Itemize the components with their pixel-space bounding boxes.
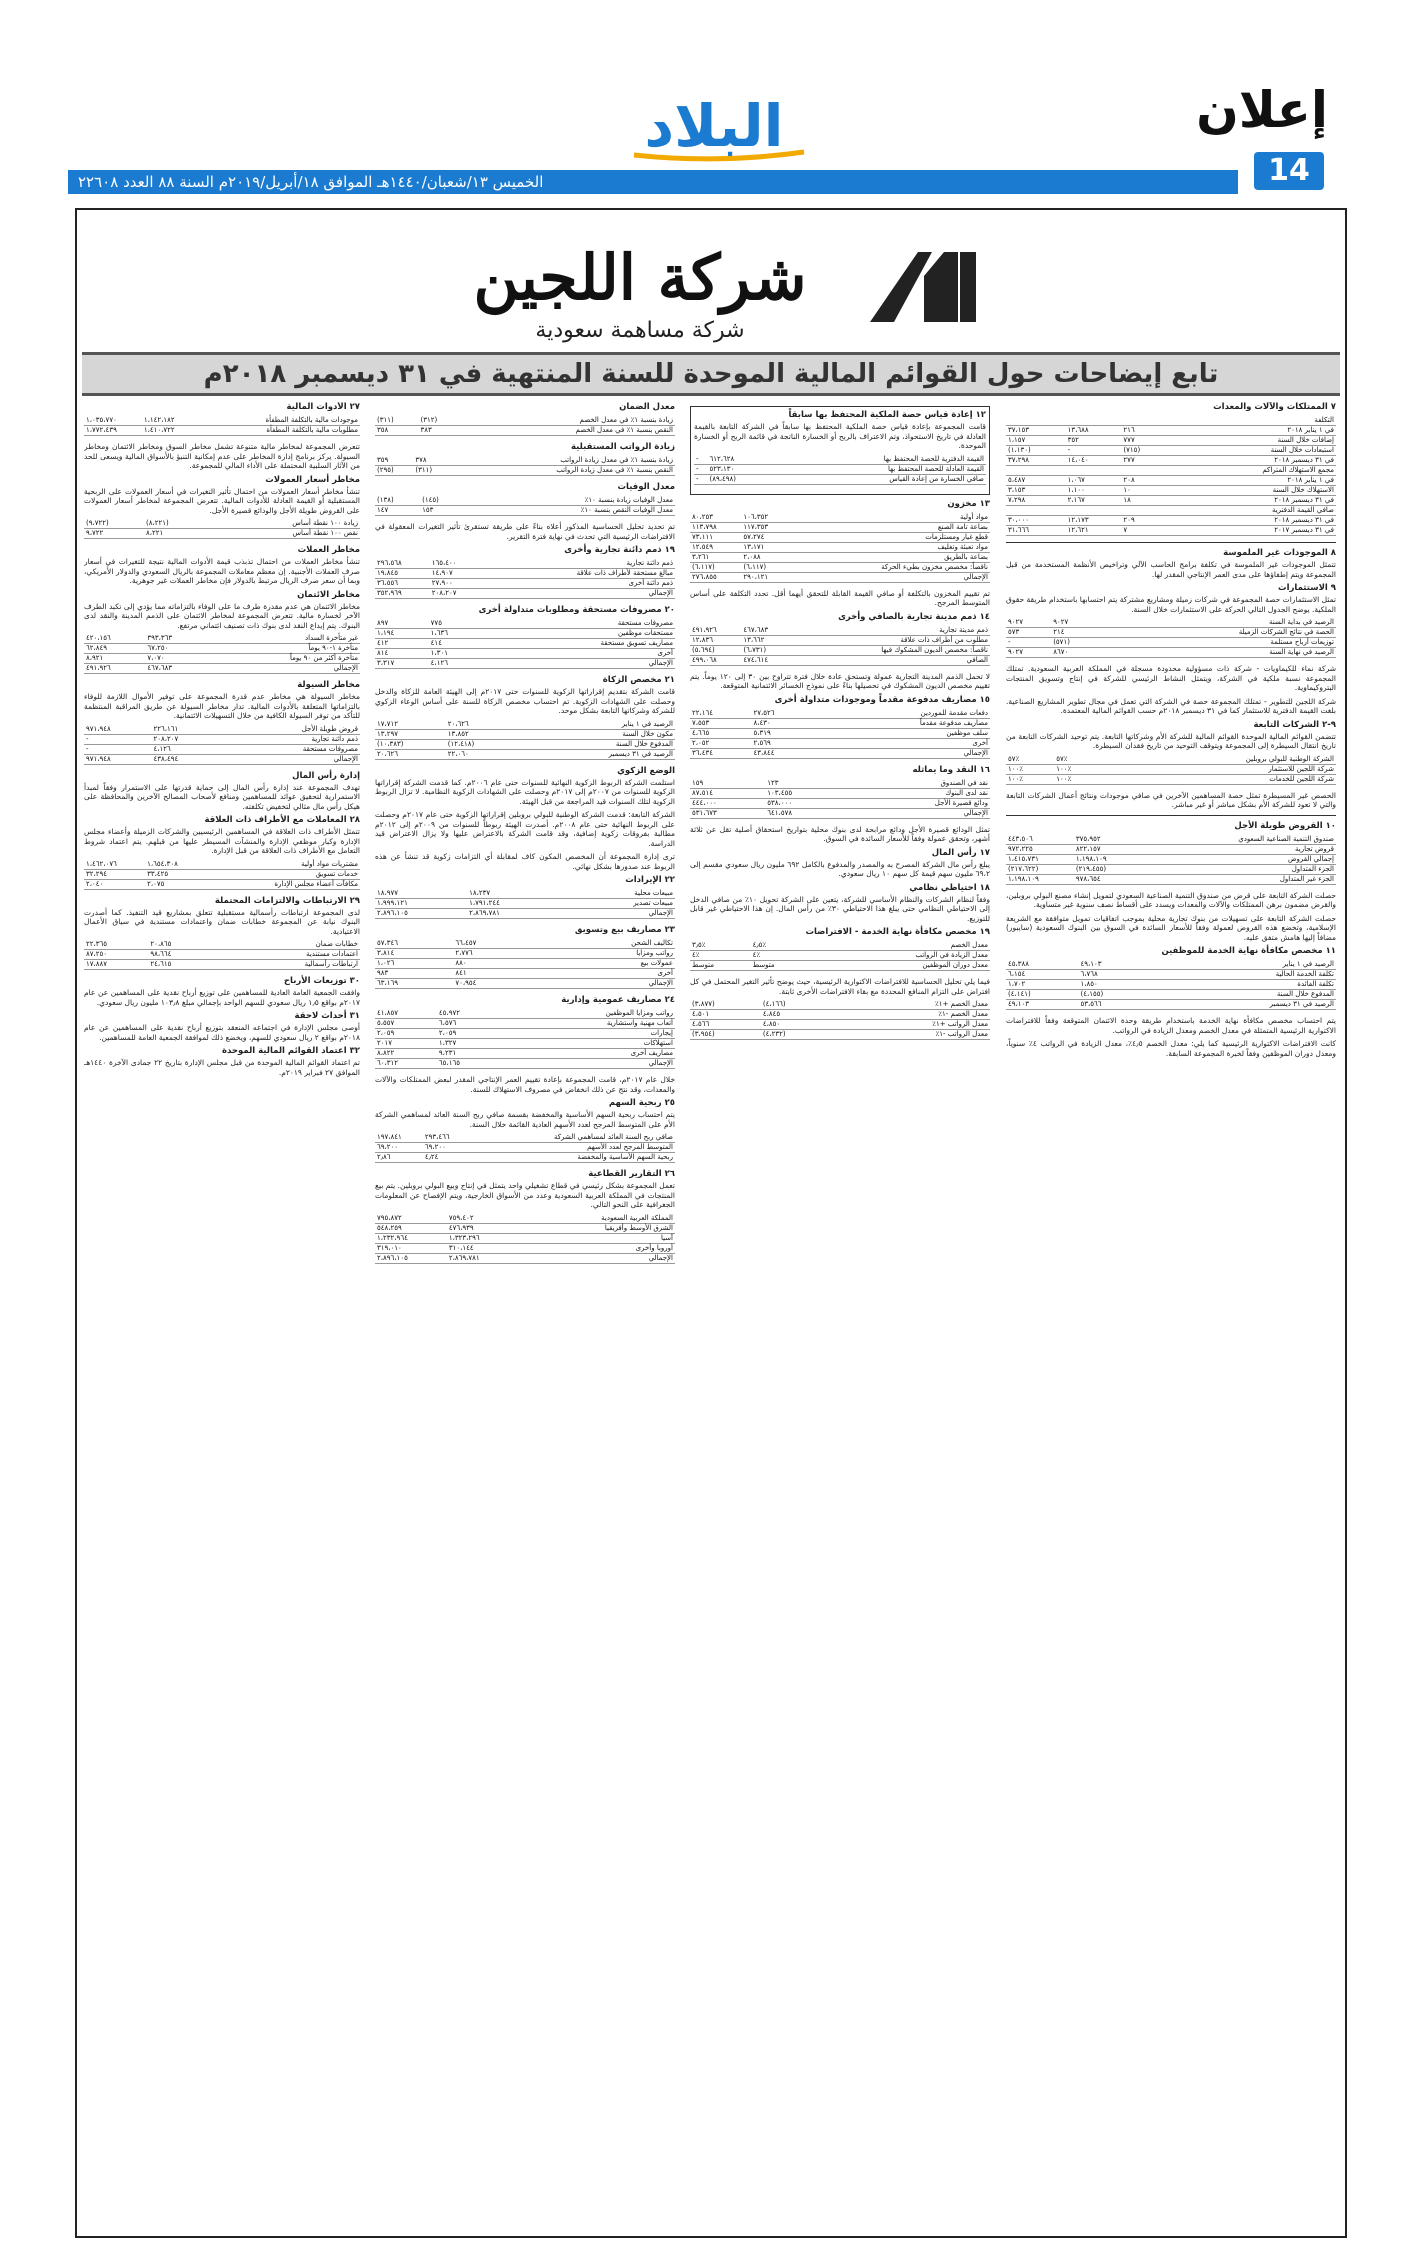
table-row: ٤،٥٦٦ ٤،٨٥٠ معدل الرواتب +١٪: [692, 1020, 988, 1028]
salary-table: [375, 456, 675, 476]
revenue-table: [375, 889, 675, 919]
statement-title: تابع إيضاحات حول القوائم المالية الموحدة للسنة المنتهية في ٣١ ديسمبر ٢٠١٨م: [203, 359, 1219, 389]
table-row: ١،٠٢٦ ٨٨٠ عمولات بيع: [377, 959, 673, 967]
table-row: ٢،٨٩٦،١٠٥ ٢،٨٦٩،٧٨١ الإجمالي: [377, 909, 673, 917]
note-heading: ٢٠ مصروفات مستحقة ومطلوبات متداولة أخرى: [478, 605, 675, 615]
table-row: - ٢٠٨،٢٠٧ ذمم دائنة تجارية: [86, 734, 358, 743]
note-liquidity-risk: [84, 680, 360, 721]
note-loans: [1006, 821, 1336, 831]
note-text: تنشأ مخاطر أسعار العمولات من احتمال تأثير التغيرات في أسعار العمولات على الربحية المستقبلية أو القيمة العادلة للأدوات المالية. تتعرض المجموعة لمخاطر أسعار العمولات على القروض طويلة الأجل والودائع قصيرة الأجل.: [84, 486, 360, 515]
column-2: [690, 402, 990, 2232]
company-name: شركة اللجين: [473, 241, 807, 314]
note-heading: ٩-٢ الشركات التابعة: [1253, 719, 1336, 730]
cash-table: [690, 779, 990, 819]
note-heading: ١٥ مصاريف مدفوعة مقدماً وموجودات متداولة أخرى: [774, 694, 990, 705]
table-row: ١،٧٧٢،٤٣٩ ١،٤١٠،٧٢٢ مطلوبات مالية بالتكلفة المطفأة: [86, 426, 358, 434]
note-text: تتعرض المجموعة لمخاطر مالية متنوعة تشمل مخاطر السوق ومخاطر الائتمان ومخاطر السيولة. يركز برنامج إدارة المخاطر على عدم إمكانية التنبؤ بالأسواق المالية ويسعى للحد من الآثار السلبية المحتملة على الأداء المالي للمجموعة.: [84, 442, 360, 470]
note-heading: ٣٢ اعتماد القوائم المالية الموحدة: [222, 1046, 360, 1056]
table-row: ٤١٢ ٤١٤ مصاريف تسويق مستحقة: [377, 639, 673, 647]
table-row: ٢،٠٥٢ ٢،٥٦٩ أخرى: [692, 738, 988, 747]
table-row: ٤٪ ٤٪ معدل الزيادة في الرواتب: [692, 951, 988, 959]
table-row: ١١٣،٧٩٨ ١١٧،٣٥٣ بضاعة تامة الصنع: [692, 522, 988, 531]
interest-risk-table: [84, 519, 360, 539]
table-row: ١،٧٠٢ ١،٨٥٠ تكلفة الفائدة: [1008, 980, 1334, 988]
table-row: ١٤٧ ١٥٣ معدل الوفيات النقص بنسبة ١٠٪: [377, 506, 673, 514]
note-heading: ٢٢ الإيرادات: [625, 875, 675, 885]
note-heading: ٢٤ مصاريف عمومية وإدارية: [561, 995, 675, 1005]
table-row: ٢٢،١٦٤ ٢٧،٥٢٦ دفعات مقدمة للموردين: [692, 708, 988, 717]
note-discount: [375, 402, 675, 412]
table-row: ٣،١٥٣ ١،١٠٠ ١٠ الاستهلاك خلال السنة: [1008, 486, 1334, 494]
table-row: ١٨،٩٧٧ ١٨،٢٣٧ مبيعات محلية: [377, 889, 673, 897]
table-row: ٦٩،٢٠٠ ٦٩،٢٠٠ المتوسط المرجح لعدد الأسهم: [377, 1143, 673, 1151]
table-row: ٧٣،١١١ ٥٧،٢٧٤ قطع غيار ومستلزمات: [692, 532, 988, 541]
table-row: ٣٧،١٥٣ ١٣،٦٨٨ ٢١٦ في ١ يناير ٢٠١٨: [1008, 426, 1334, 434]
mortality-table: [375, 496, 675, 516]
table-row: ٣،٣١٧ ٤،١٢٦ الإجمالي: [377, 659, 673, 667]
logo-underline-icon: [624, 148, 814, 162]
table-row: ٤٩١،٩٢٦ ٤٦٧،٦٨٣ الإجمالي: [86, 664, 358, 672]
column-3: [375, 402, 675, 2232]
note-text: تمثل الودائع قصيرة الأجل ودائع مرابحة لدى بنوك محلية بتواريخ استحقاق أصلية تقل عن ثلاثة أشهر، وتحقق عمولة وفقاً للأسعار السائدة في السوق.: [690, 824, 990, 843]
note-credit-risk: [84, 590, 360, 631]
note-heading: معدل الضمان: [619, 402, 675, 412]
eosb-table: [1006, 960, 1336, 1010]
note-heading: ١٠ القروض طويلة الأجل: [1234, 820, 1336, 831]
note-text: حصلت الشركة التابعة على تسهيلات من بنوك تجارية محلية بموجب اتفاقيات تمويل متوافقة مع الشريعة الإسلامية، وتخضع هذه القروض لعمولة وفقاً للأسعار السائدة في السوق بين البنوك السعودية (سايبور) مضافاً إليها هامش متفق عليه.: [1006, 913, 1336, 942]
table-row: ٥٧،٣٤٦ ٦٦،٤٥٧ تكاليف الشحن: [377, 939, 673, 947]
note-approval: [84, 1046, 360, 1077]
table-row: ٢٧٦،٨٥٥ ٢٩٠،١٢١ الإجمالي: [692, 572, 988, 581]
note-revenue: [375, 875, 675, 885]
note-cash: [690, 765, 990, 775]
table-row: ٣٠،٠٠٠ ١٢،١٧٣ ٢٠٩ في ٣١ ديسمبر ٢٠١٨: [1008, 516, 1334, 524]
table-row: - (٨٩،٤٩٨) صافي الخسارة من إعادة القياس: [696, 474, 984, 483]
note-text: تمثل الاستثمارات حصة المجموعة في شركات زميلة ومشاريع مشتركة يتم احتسابها باستخدام طريقة حقوق الملكية. يوضح الجدول التالي الحركة على الاستثمارات خلال السنة.: [1006, 595, 1336, 614]
table-row: ٢٩٦،٥٦٨ ١٦٥،٤٠٠ ذمم دائنة تجارية: [377, 559, 673, 567]
table-row: ٤،٦٦٥ ٥،٣١٩ سلف موظفين: [692, 728, 988, 737]
table-row: ٨١٤ ١،٣٠١ أخرى: [377, 649, 673, 657]
note-heading: مخاطر العملات: [297, 545, 360, 555]
note-heading: ٧ الممتلكات والآلات والمعدات: [1213, 402, 1336, 412]
table-row: (٣١١) (٣١٢) زيادة بنسبة ١٪ في معدل الخصم: [377, 416, 673, 424]
table-row: ٩٠٢٧ ٨٦٧٠ الرصيد في نهاية السنة: [1008, 648, 1334, 656]
note-text: شركة نماء للكيماويات - شركة ذات مسؤولية محدودة مسجلة في المملكة العربية السعودية. تمتلك المجموعة نسبة ملكية في الشركة، ويتمثل النشاط الرئيسي للشركة في إنتاج وتسويق المنتجات البتروكيماوية.: [1006, 664, 1336, 692]
ga-table: [375, 1009, 675, 1069]
note-reserve: [690, 883, 990, 924]
note-heading: ٢٧ الأدوات المالية: [286, 402, 360, 412]
table-row: ٣٫٥٪ ٤٫٥٪ معدل الخصم: [692, 941, 988, 949]
note-text: قامت المجموعة بإعادة قياس حصة الملكية المحتفظ بها سابقاً في الشركة التابعة بالقيمة العادلة في تاريخ الاستحواذ، وتم الاعتراف بالربح أو الخسارة الناتجة في قائمة الربح أو الخسارة الموحدة.: [694, 422, 986, 450]
table-row: ٣٥٨ ٣٨٣ النقص بنسبة ١٪ في معدل الخصم: [377, 426, 673, 434]
note-text: يبلغ رأس مال الشركة المصرح به والمصدر والمدفوع بالكامل ٦٩٢ مليون ريال سعودي مقسم إلى ٦٩،٢ مليون سهم قيمة كل سهم ١٠ ريال سعودي.: [690, 859, 990, 878]
note-text: ترى إدارة المجموعة أن المخصص المكون كاف لمقابلة أي التزامات زكوية قد تنشأ عن هذه الربوط عند صدورها بشكل نهائي.: [375, 852, 675, 871]
table-row: - ٦١٢،٦٢٨ القيمة الدفترية للحصة المحتفظ بها: [696, 454, 984, 463]
table-row: ١٢،٨٣٦ ١٣،٦٦٢ مطلوب من أطراف ذات علاقة: [692, 635, 988, 644]
note-text: الحصص غير المسيطرة تمثل حصة المساهمين الآخرين في صافي موجودات ونتائج أعمال الشركات التابعة والتي لا تعود للشركة الأم بشكل مباشر أو غير مباشر.: [1006, 790, 1336, 809]
table-row: ٢٠،٦٢٦ ٢٢،٠٦٠ الرصيد في ٣١ ديسمبر: [377, 749, 673, 758]
company-logo-icon: [860, 246, 980, 326]
prepayments-table: [690, 709, 990, 759]
table-row: ١٠٠٪ ١٠٠٪ شركة اللجين للاستثمار: [1008, 764, 1334, 773]
table-row: ٢،٠٥٩ ٢،٠٥٩ إيجارات: [377, 1029, 673, 1037]
note-text: تم تقييم المخزون بالتكلفة أو صافي القيمة القابلة للتحقق أيهما أقل. تحدد التكلفة على أساس المتوسط المرجح.: [690, 588, 990, 607]
note-related-parties: [84, 815, 360, 856]
table-row: ٨٧،٢٥٠ ٩٨،٦٦٤ اعتمادات مستندية: [86, 950, 358, 958]
newspaper-logo: البلاد: [644, 92, 784, 160]
table-row: ٤٩١،٩٢٦ ٤٦٧،٦٨٣ ذمم مدينة تجارية: [692, 625, 988, 634]
table-row: ١٧،٨٨٧ ٢٤،٦١٥ ارتباطات رأسمالية: [86, 960, 358, 968]
table-row: ٣٥٩ ٣٧٨ زيادة بنسبة ١٪ في معدل زيادة الرواتب: [377, 456, 673, 464]
inventory-table: [690, 513, 990, 583]
statement-banner: [82, 352, 1340, 396]
note-text: حصلت الشركة التابعة على قرض من صندوق التنمية الصناعية السعودي لتمويل إنشاء مصنع البولي بروبلين، والقرض مضمون برهن الممتلكات والآلات والمعدات ويسدد على أقساط نصف سنوية غير متساوية.: [1006, 890, 1336, 909]
table-row: (٢١٧،٦٢٢) (٢١٩،٤٥٥) الجزء المتداول: [1008, 864, 1334, 873]
table-row: (٦،١١٧) (٦،١١٧) ناقصاً: مخصص مخزون بطيء الحركة: [692, 562, 988, 571]
table-row: ٦٠،٣١٢ ٦٥،١٦٥ الإجمالي: [377, 1059, 673, 1067]
divider: [1006, 542, 1336, 543]
table-row: التكلفة: [1006, 416, 1336, 426]
note-heading: ٩ الاستثمارات: [1278, 583, 1336, 593]
table-row: (٣،٨٧٧) (٤،١٦٦) معدل الخصم +١٪: [692, 1000, 988, 1008]
table-row: ١،٤١٥،٧٣١ ١،١٩٨،١٠٩ إجمالي القروض: [1008, 854, 1334, 863]
note-text: يتم احتساب مخصص مكافأة نهاية الخدمة باستخدام طريقة وحدة الائتمان المتوقعة وفقاً للافتراضات الاكتوارية الرئيسية المتمثلة في معدل الخصم ومعدل الزيادة في الرواتب.: [1006, 1016, 1336, 1035]
table-row: (٥،٦٩٤) (٦،٧٣١) ناقصاً: مخصص الديون المشكوك فيها: [692, 645, 988, 654]
table-row: ٨٧،٥١٤ ١٠٣،٤٥٥ نقد لدى البنوك: [692, 788, 988, 797]
note-heading: ١٩ ذمم دائنة تجارية وأخرى: [564, 545, 675, 555]
investments-table: [1006, 618, 1336, 658]
column-1: [1006, 402, 1336, 2232]
note-commitments: [84, 896, 360, 937]
table-row: ١،٩٩٩،١٢١ ١،٧٩١،٢٤٤ مبيعات تصدير: [377, 899, 673, 907]
note-accruals: [375, 605, 675, 615]
note-heading: ٢١ مخصص الزكاة: [602, 675, 675, 685]
table-row: ٣،٨١٤ ٢،٧٧٦ رواتب ومزايا: [377, 949, 673, 957]
note-heading: زيادة الرواتب المستقبلية: [571, 442, 675, 452]
note-heading: ١٦ النقد وما يماثله: [912, 764, 990, 775]
note-prepayments: [690, 695, 990, 705]
note-heading: ١٤ ذمم مدينة تجارية بالصافي وأخرى: [838, 611, 990, 622]
note-heading: ١٢ إعادة قياس حصة الملكية المحتفظ بها سابقاً: [788, 410, 986, 420]
note-text: شركة اللجين للتطوير - تمتلك المجموعة حصة في الشركة التي تعمل في مجال تطوير المشاريع الصناعية. بلغت القيمة الدفترية للاستثمار كما في ٣١ ديسمبر ٢٠١٨م حسب القوائم المالية المعتمدة.: [1006, 696, 1336, 715]
note-interest-risk: [84, 475, 360, 516]
dateline-text: الخميس ١٣/شعبان/١٤٤٠هـ الموافق ١٨/أبريل/٢٠١٩م السنة ٨٨ العدد ٢٢٦٠٨: [78, 173, 544, 191]
note-ppe: [1006, 402, 1336, 412]
note-text: يتم احتساب ربحية السهم الأساسية والمخفضة بقسمة صافي ربح السنة العائد لمساهمي الشركة الأم على المتوسط المرجح لعدد الأسهم العادية القائمة خلال السنة.: [375, 1110, 675, 1129]
note-text: استلمت الشركة الربوط الزكوية النهائية للسنوات حتى عام ٢٠٠٦م. كما قدمت الشركة إقراراتها الزكوية للسنوات من ٢٠٠٧م إلى ٢٠١٧م وحصلت على الشهادات الزكوية النظامية. لا تزال الربوط الزكوية لتلك السنوات قيد المراجعة من قبل الهيئة.: [375, 777, 675, 806]
note-heading: ٢٨ المعاملات مع الأطراف ذات العلاقة: [204, 815, 360, 825]
table-row: (٤،١٤١) (٤،١٥٥) المدفوع خلال السنة: [1008, 990, 1334, 998]
note-text: لا تحمل الذمم المدينة التجارية عمولة وتستحق عادة خلال فترة تتراوح بين ٣٠ إلى ١٢٠ يوماً. يتم تقييم مخصص الديون المشكوك في تحصيلها بناءً على نموذج الخسائر الائتمانية المتوقعة.: [690, 671, 990, 690]
ppe-table: [1006, 416, 1336, 536]
note-text: أوصى مجلس الإدارة في اجتماعه المنعقد بتوزيع أرباح نقدية على المساهمين عن عام ٢٠١٨م بواقع ٢ ريال سعودي للسهم، ويخضع ذلك لموافقة الجمعية العامة للمساهمين.: [84, 1023, 360, 1042]
note-heading: معدل الوفيات: [617, 482, 675, 492]
table-row: ٨٠،٢٥٣ ١٠٦،٣٥٢ مواد أولية: [692, 512, 988, 521]
table-row: ٥،٥٥٧ ٦،٥٧٦ أتعاب مهنية واستشارية: [377, 1019, 673, 1027]
table-row: (١٣٨) (١٤٥) معدل الوفيات زيادة بنسبة ١٠٪: [377, 496, 673, 504]
table-row: (٣،٩٥٤) (٤،٢٣٢) معدل الرواتب -١٪: [692, 1030, 988, 1038]
table-row: (١،١٣٠) - (٧١٥) استبعادات خلال السنة: [1008, 446, 1334, 454]
note-payables: [375, 545, 675, 555]
note-dividends: [84, 976, 360, 1007]
segments-table: [375, 1214, 675, 1264]
note-heading: ٢٩ الارتباطات والالتزامات المحتملة: [214, 895, 360, 906]
payables-table: [375, 559, 675, 599]
table-row: ٨،٩٢١ ٧،٠٧٠ متأخرة أكثر من ٩٠ يوماً: [86, 654, 358, 662]
note-text: تم تحديد تحليل الحساسية المذكور أعلاه بناءً على طريقة تستقرئ تأثير التغيرات المعقولة في الافتراضات الرئيسية التي تحدث في نهاية فترة التقرير.: [375, 522, 675, 541]
sensitivity-table: [690, 1000, 990, 1040]
table-row: ٣٥٢،٩٦٩ ٢٠٨،٢٠٧ الإجمالي: [377, 589, 673, 597]
note-text: قامت الشركة بتقديم إقراراتها الزكوية للسنوات حتى ٢٠١٧م إلى الهيئة العامة للزكاة والدخل وحصلت على الشهادات الزكوية. تم احتساب مخصص الزكاة للسنة على أساس الوعاء الزكوي للشركة وشركاتها التابعة بشكل موحد.: [375, 687, 675, 715]
commitments-table: [84, 940, 360, 970]
note-heading: مخاطر الائتمان: [297, 589, 360, 600]
table-row: صافي القيمة الدفترية: [1006, 506, 1336, 516]
company-subtitle: شركة مساهمة سعودية: [535, 318, 745, 343]
table-row: ٦٢،٨٤٩ ٦٧،٢٥٠ متأخرة ١-٩٠ يوماً: [86, 644, 358, 652]
table-row: ١،٢٣٢،٩٦٤ ١،٣٢٣،٢٩٦ آسيا: [377, 1233, 673, 1242]
note-text: تتضمن القوائم المالية الموحدة القوائم المالية للشركة الأم وشركاتها التابعة. يتم توحيد الشركات التابعة من تاريخ انتقال السيطرة إلى المجموعة ويتوقف التوحيد من تاريخ فقدان السيطرة.: [1006, 731, 1336, 750]
table-row: ١٩٧،٨٤١ ٢٩٣،٤٦٦ صافي ربح السنة العائد لمساهمي الشركة: [377, 1133, 673, 1141]
table-row: ٥،٤٨٧ ١،٠٦٧ ٢٠٨ في ١ يناير ٢٠١٨: [1008, 476, 1334, 484]
table-row: ٥٤٨،٢٥٩ ٤٧٦،٩٣٩ الشرق الأوسط وأفريقيا: [377, 1223, 673, 1232]
note-eosb: [1006, 946, 1336, 956]
credit-risk-table: [84, 634, 360, 674]
note-subsequent-events: [84, 1011, 360, 1042]
table-row: - ٥٢٣،١٣٠ القيمة العادلة للحصة المحتفظ بها: [696, 464, 984, 473]
instruments-table: [84, 416, 360, 436]
table-row: ٢،٨٩٦،١٠٥ ٢،٨٦٩،٧٨١ الإجمالي: [377, 1253, 673, 1262]
table-row: ٢٢،٣٦٥ ٢٠،٨٦٥ خطابات ضمان: [86, 940, 358, 948]
table-row: ٣١،٦٦٦ ١٢،٦٢١ ٧ في ٣١ ديسمبر ٢٠١٧: [1008, 526, 1334, 534]
subsidiaries-table: [1006, 755, 1336, 785]
table-row: ٨٩٧ ٧٧٥ مصروفات مستحقة: [377, 619, 673, 627]
accruals-table: [375, 619, 675, 669]
page-number-badge: 14: [1254, 152, 1324, 190]
table-row: ٤٩٩،٠٦٨ ٤٧٤،٦١٤ الصافي: [692, 655, 988, 664]
note-zakat-status: [375, 766, 675, 807]
note-text: تتمثل الأطراف ذات العلاقة في المساهمين الرئيسيين والشركات الزميلة وأعضاء مجلس الإدارة وكبار موظفي الإدارة والمنشآت المسيطر عليها من قبلهم. يتم اعتماد شروط التعامل مع الأطراف ذات العلاقة من قبل الإدارة.: [84, 827, 360, 855]
note-text: وفقاً لنظام الشركات والنظام الأساسي للشركة، يتعين على الشركة تحويل ١٠٪ من صافي الدخل إلى الاحتياطي النظامي حتى يبلغ هذا الاحتياطي ٣٠٪ من رأس المال. إن هذا الاحتياطي غير قابل للتوزيع.: [690, 894, 990, 923]
loans-table: [1006, 835, 1336, 885]
table-row: ٣٦،٥٥٦ ٢٧،٩٠٠ ذمم دائنة أخرى: [377, 579, 673, 587]
table-row: ١،٤٦٢،٠٧٦ ١،٦٥٤،٣٠٨ مشتريات مواد أولية: [86, 859, 358, 868]
table-row: ١،١٩٨،١٠٩ ٩٧٨،٦٥٤ الجزء غير المتداول: [1008, 874, 1334, 883]
table-row: ٤٤٤،٠٠٠ ٥٣٨،٠٠٠ ودائع قصيرة الأجل: [692, 798, 988, 807]
note-intangibles: [1006, 548, 1336, 579]
remeasurement-box: [690, 406, 990, 495]
divider: [1006, 815, 1336, 816]
table-row: ٤٤٣،٥٠٦ ٣٧٥،٩٥٢ صندوق التنمية الصناعية السعودي: [1008, 834, 1334, 843]
remeasurement-table: [694, 455, 986, 485]
table-row: ٧٩٥،٨٧٢ ٧٥٩،٤٠٢ المملكة العربية السعودية: [377, 1213, 673, 1222]
note-text: تنشأ مخاطر العملات من احتمال تذبذب قيمة الأدوات المالية نتيجة للتغيرات في أسعار صرف العملات الأجنبية. إن معظم معاملات المجموعة بالريال السعودي والدولار الأمريكي، وبما أن سعر صرف الريال مرتبط بالدولار فإن مخاطر العملات غير جوهرية.: [84, 557, 360, 585]
note-heading: ١٣ مخزون: [947, 498, 990, 509]
table-row: ٣٧،٢٩٨ ١٤،٠٤٠ ٢٧٧ في ٣١ ديسمبر ٢٠١٨: [1008, 456, 1334, 464]
table-row: (١٠،٣٨٣) (١٢،٤١٨) المدفوع خلال السنة: [377, 739, 673, 748]
table-row: (٩،٧٢٢) (٨،٢٢١) زيادة ١٠٠ نقطة أساس: [86, 519, 358, 527]
note-text: مخاطر الائتمان هي عدم مقدرة طرف ما على الوفاء بالتزاماته مما يؤدي إلى تكبد الطرف الآخر لخسارة مالية. تتعرض المجموعة لمخاطر الائتمان على الذمم المدينة والنقد لدى البنوك. يتم إيداع النقد لدى بنوك ذات تصنيف ائتماني مرتفع.: [84, 601, 360, 630]
note-heading: ١١ مخصص مكافأة نهاية الخدمة للموظفين: [1161, 946, 1336, 956]
note-heading: ١٩ مخصص مكافأة نهاية الخدمة - الافتراضات: [805, 927, 990, 937]
table-row: ١٣،٢٩٧ ١٣،٨٥٢ مكون خلال السنة: [377, 729, 673, 738]
note-text: فيما يلي تحليل الحساسية للافتراضات الاكتوارية الرئيسية، حيث يوضح تأثير التغير المحتمل في كل افتراض على التزام المنافع المحددة مع بقاء الافتراضات الأخرى ثابتة.: [690, 977, 990, 996]
table-row: ٦،١٥٤ ٦،٧٦٨ تكلفة الخدمة الحالية: [1008, 970, 1334, 978]
discount-table: [375, 416, 675, 436]
note-currency-risk: [84, 545, 360, 586]
table-row: ٢،٠٤٠ ٢،٠٧٥ مكافآت أعضاء مجلس الإدارة: [86, 879, 358, 888]
note-heading: مخاطر السيولة: [297, 680, 360, 690]
table-row: ١،١٥٧ ٣٥٢ ٧٧٧ إضافات خلال السنة: [1008, 436, 1334, 444]
table-row: ١٥٩ ١٢٣ نقد في الصندوق: [692, 778, 988, 787]
note-text: لدى المجموعة ارتباطات رأسمالية مستقبلية تتعلق بمشاريع قيد التنفيذ. كما أصدرت البنوك نيابة عن المجموعة خطابات ضمان واعتمادات مستندية في سياق الأعمال الاعتيادية.: [84, 907, 360, 936]
eps-table: [375, 1133, 675, 1163]
note-heading: ٣٠ توزيعات الأرباح: [283, 976, 360, 986]
note-zakat: [375, 675, 675, 716]
note-heading: ١٧ رأس المال: [931, 847, 990, 858]
table-row: مجمع الاستهلاك المتراكم: [1006, 466, 1336, 476]
assumptions-table: [690, 941, 990, 971]
column-4: [84, 402, 360, 2232]
table-row: (٢٩٥) (٣١١) النقص بنسبة ١٪ في معدل زيادة الرواتب: [377, 466, 673, 474]
note-inventory: [690, 499, 990, 509]
note-heading: مخاطر أسعار العمولات: [265, 474, 360, 485]
note-heading: ٢٣ مصاريف بيع وتسويق: [574, 925, 675, 935]
table-row: ٤٥،٣٨٨ ٤٩،١٠٣ الرصيد في ١ يناير: [1008, 960, 1334, 968]
note-text: تهدف المجموعة عند إدارة رأس المال إلى حماية قدرتها على الاستمرار وفقاً لمبدأ الاستمرارية لتحقيق عوائد للمساهمين ومنافع لأصحاب المصالح الآخرين والمحافظة على هيكل رأس مال مثالي لتخفيض تكلفته.: [84, 782, 360, 811]
note-text: خلال عام ٢٠١٧م، قامت المجموعة بإعادة تقييم العمر الإنتاجي المقدر لبعض الممتلكات والآلات والمعدات، وقد نتج عن ذلك انخفاض في مصروف الاستهلاك للسنة.: [375, 1075, 675, 1094]
section-label: إعلان: [1196, 81, 1328, 139]
table-row: ٤٢٠،١٥٦ ٣٩٣،٣٦٣ غير متأخرة السداد: [86, 634, 358, 642]
table-row: ٩٠٢٧ ٩٠٢٧ الرصيد في بداية السنة: [1008, 618, 1334, 626]
table-row: - (٥٧١) توزيعات أرباح مستلمة: [1008, 638, 1334, 646]
note-text: وافقت الجمعية العامة العادية للمساهمين على توزيع أرباح نقدية على المساهمين عن عام ٢٠١٧م بواقع ١٫٥ ريال سعودي للسهم الواحد بإجمالي مبلغ ١٠٣٫٨ مليون ريال سعودي.: [84, 988, 360, 1007]
receivables-table: [690, 626, 990, 666]
selling-table: [375, 939, 675, 989]
table-row: ٣٢،٢٩٤ ٣٣،٤٢٥ خدمات تسويق: [86, 869, 358, 878]
note-text: تعمل المجموعة بشكل رئيسي في قطاع تشغيلي واحد يتمثل في إنتاج وبيع البولي بروبلين. يتم بيع المنتجات في المملكة العربية السعودية وعدد من الأسواق الخارجية، ويتم الإفصاح عن المعلومات الجغرافية على النحو التالي.: [375, 1181, 675, 1209]
note-assumptions: [690, 927, 990, 937]
table-row: ١٧،٧١٢ ٢٠،٦٢٦ الرصيد في ١ يناير: [377, 719, 673, 728]
table-row: ٢٠١٧ ١،٣٢٧ استهلاكات: [377, 1039, 673, 1047]
note-heading: إدارة رأس المال: [292, 770, 360, 781]
table-row: ١٠٠٪ ١٠٠٪ شركة اللجين للخدمات: [1008, 774, 1334, 783]
note-heading: ٢٦ التقارير القطاعية: [588, 1169, 675, 1179]
table-row: ٦٣،١٦٩ ٧٠،٩٥٤ الإجمالي: [377, 979, 673, 987]
note-text: تم اعتماد القوائم المالية الموحدة من قبل مجلس الإدارة بتاريخ ٢٢ جمادى الآخرة ١٤٤٠هـ الموافق ٢٧ فبراير ٢٠١٩م.: [84, 1058, 360, 1077]
table-row: ٩٨٣ ٨٤١ أخرى: [377, 969, 673, 977]
note-text: كانت الافتراضات الاكتوارية الرئيسية كما يلي: معدل الخصم ٤٫٥٪، معدل الزيادة في الرواتب ٤٪ سنوياً، ومعدل دوران الموظفين وفقاً لخبرة المجموعة السابقة.: [1006, 1039, 1336, 1058]
note-financial-instruments: [84, 402, 360, 412]
note-remeasurement: [694, 410, 986, 451]
note-salary: [375, 442, 675, 452]
note-selling: [375, 925, 675, 935]
note-heading: ٢٥ ربحية السهم: [608, 1098, 675, 1108]
table-row: ٧،٥٥٣ ٨،٤٣٠ مصاريف مدفوعة مقدماً: [692, 718, 988, 727]
table-row: ٨،٨٢٢ ٩،٢٣١ مصاريف أخرى: [377, 1049, 673, 1057]
table-row: ١٢،٥٤٩ ١٣،١٧١ مواد تعبئة وتغليف: [692, 542, 988, 551]
table-row: ٤١،٨٥٧ ٤٥،٩٧٢ رواتب ومزايا الموظفين: [377, 1009, 673, 1017]
note-heading: ٨ الموجودات غير الملموسة: [1223, 548, 1336, 558]
table-row: ٩٧١،٩٤٨ ٤٣٨،٤٩٤ الإجمالي: [86, 754, 358, 763]
note-capital: [690, 848, 990, 879]
note-eps: [375, 1098, 675, 1129]
table-row: ٤،٥٠١ ٤،٨٤٥ معدل الخصم -١٪: [692, 1010, 988, 1018]
table-row: ٥٣١،٦٧٣ ٦٤١،٥٧٨ الإجمالي: [692, 808, 988, 817]
table-row: متوسط متوسط معدل دوران الموظفين: [692, 961, 988, 969]
table-row: ١،١٩٤ ١،٦٣٦ مستحقات موظفين: [377, 629, 673, 637]
zakat-table: [375, 720, 675, 760]
liquidity-table: [84, 725, 360, 765]
masthead: [64, 78, 1354, 193]
table-row: ٤٩،١٠٣ ٥٣،٥٦٦ الرصيد في ٣١ ديسمبر: [1008, 1000, 1334, 1008]
table-row: ١،٠٣٥،٧٧٠ ١،١٤٢،١٨٢ موجودات مالية بالتكلفة المطفأة: [86, 416, 358, 424]
note-mortality: [375, 482, 675, 492]
note-heading: الوضع الزكوي: [617, 765, 675, 776]
note-heading: ١٨ احتياطي نظامي: [909, 882, 990, 893]
table-row: ٣٦،٤٣٤ ٤٣،٨٤٤ الإجمالي: [692, 748, 988, 757]
table-row: ٥٧٪ ٥٧٪ الشركة الوطنية للبولي بروبلين: [1008, 754, 1334, 763]
table-row: ٥٧٣ ٢١٤ الحصة في نتائج الشركات الزميلة: [1008, 628, 1334, 636]
note-capital-management: [84, 771, 360, 812]
note-text: الشركة التابعة: قدمت الشركة الوطنية للبولي بروبلين إقراراتها الزكوية حتى عام ٢٠١٧م وحصلت على الربوط النهائية حتى عام ٢٠٠٨م. أصدرت الهيئة ربوطاً للسنوات من ٢٠٠٩م إلى ٢٠١٢م مطالبة بفروقات زكوية إضافية، وقد قامت الشركة بالاعتراض عليها ولا يزال الاعتراض قيد الدراسة.: [375, 810, 675, 848]
note-text: مخاطر السيولة هي مخاطر عدم قدرة المجموعة على توفير الأموال اللازمة للوفاء بالتزاماتها المتعلقة بالأدوات المالية. تدار مخاطر السيولة عن طريق المراقبة المنتظمة للتأكد من توفر السيولة الكافية من خلال التسهيلات الائتمانية.: [84, 692, 360, 720]
table-row: ٩٧٢،٢٢٥ ٨٢٢،١٥٧ قروض تجارية: [1008, 844, 1334, 853]
note-receivables: [690, 612, 990, 622]
company-header: [440, 240, 980, 350]
note-investments: [1006, 583, 1336, 614]
table-row: ٣،٢٦١ ٢،٠٨٨ بضاعة بالطريق: [692, 552, 988, 561]
note-text: تتمثل الموجودات غير الملموسة في تكلفة برامج الحاسب الآلي وتراخيص الأنظمة المستخدمة من قبل المجموعة ويتم إطفاؤها على مدى العمر الإنتاجي المقدر لها.: [1006, 560, 1336, 579]
note-heading: ٣١ أحداث لاحقة: [294, 1011, 360, 1021]
table-row: ١٩،٨٤٥ ١٤،٩٠٧ مبالغ مستحقة لأطراف ذات علاقة: [377, 569, 673, 577]
dateline-bar: [68, 170, 1238, 194]
table-row: ٩،٧٢٢ ٨،٢٢١ نقص ١٠٠ نقطة أساس: [86, 529, 358, 537]
table-row: ٧،٢٩٨ ٢،١٦٧ ١٨ في ٣١ ديسمبر ٢٠١٨: [1008, 496, 1334, 504]
note-subsidiaries: [1006, 720, 1336, 751]
table-row: - ٤،١٢٦ مصروفات مستحقة: [86, 744, 358, 753]
table-row: ٣١٩،٠١٠ ٣١٠،١٤٤ أوروبا وأخرى: [377, 1243, 673, 1252]
note-ga: [375, 995, 675, 1005]
related-parties-table: [84, 860, 360, 890]
table-row: ٢٫٨٦ ٤٫٢٤ ربحية السهم الأساسية والمخفضة: [377, 1153, 673, 1161]
note-segments: [375, 1169, 675, 1210]
table-row: ٩٧١،٩٤٨ ٢٢٦،١٦١ قروض طويلة الأجل: [86, 724, 358, 733]
